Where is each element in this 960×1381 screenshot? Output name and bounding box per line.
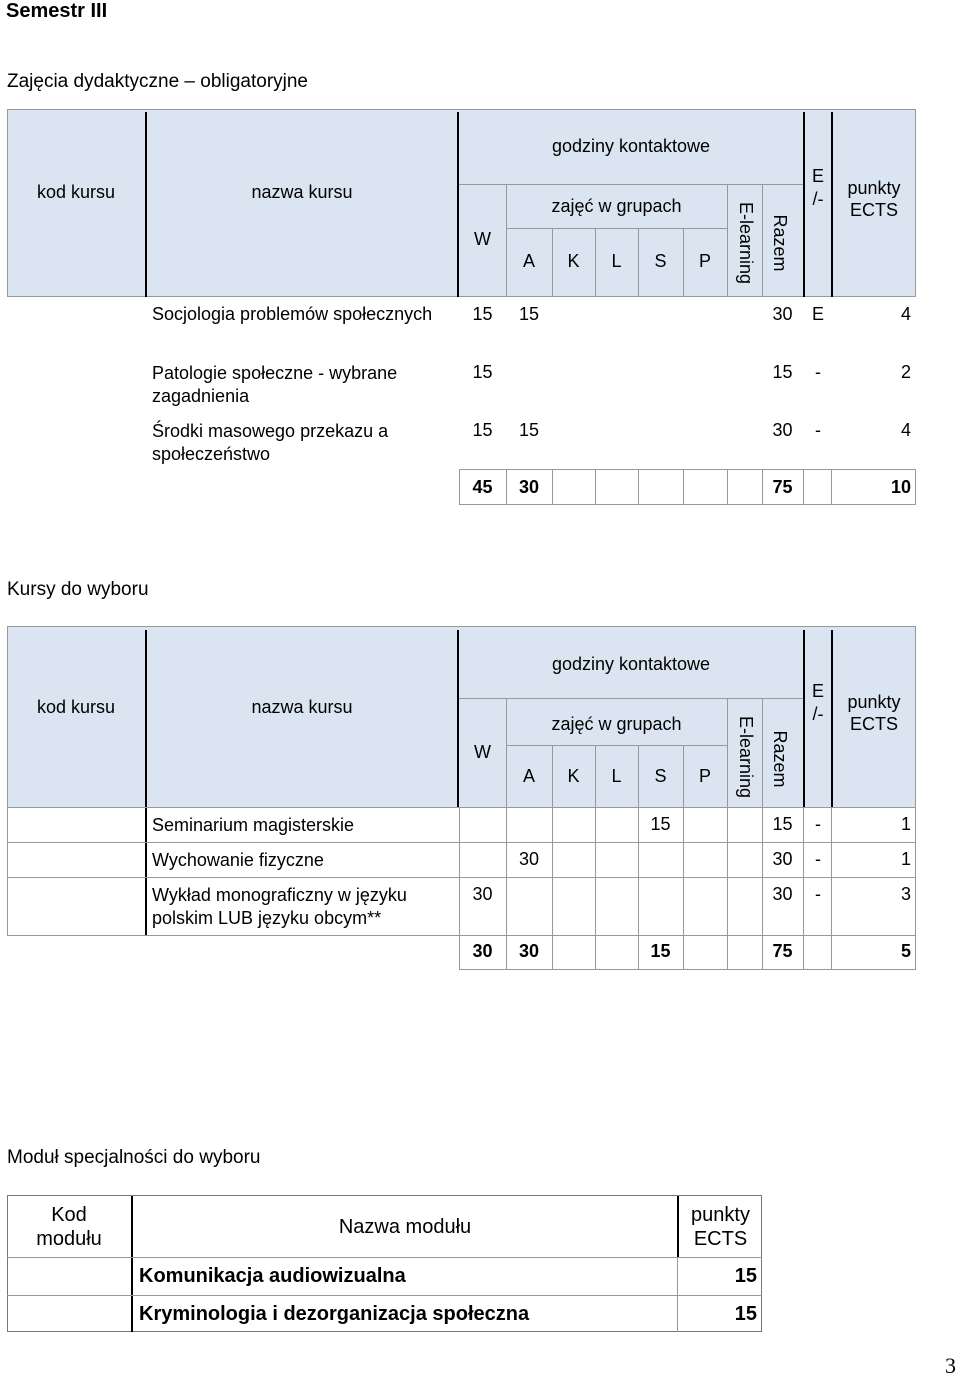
cell-e: E (811, 304, 824, 324)
header-a: A (522, 251, 535, 271)
cell-w: 30 (472, 884, 493, 904)
total-a: 30 (518, 477, 540, 497)
module-ects: 15 (734, 1303, 757, 1325)
header-e: E (811, 681, 824, 701)
cell-e: - (815, 849, 821, 869)
header-k: K (567, 251, 580, 271)
header-nazwa-kursu: nazwa kursu (251, 697, 353, 717)
header-godziny-kontaktowe: godziny kontaktowe (551, 654, 711, 674)
header-godziny-kontaktowe: godziny kontaktowe (551, 136, 711, 156)
section-specialty-title: Moduł specjalności do wyboru (7, 1147, 261, 1168)
header-razem: Razem (770, 214, 790, 272)
header-w: W (474, 742, 491, 762)
module-name: Komunikacja audiowizualna (139, 1265, 406, 1287)
cell-e: - (815, 420, 821, 440)
course-name: Socjologia problemów społecznych (152, 304, 433, 324)
header-l: L (611, 251, 622, 271)
header-p: P (698, 766, 711, 786)
semester-title: Semestr III (6, 0, 108, 22)
module-name: Kryminologia i dezorganizacja społeczna (139, 1303, 530, 1325)
cell-razem: 30 (772, 420, 793, 440)
cell-w: 15 (472, 420, 493, 440)
header-modulu: modułu (36, 1228, 102, 1250)
cell-ects: 1 (900, 849, 911, 869)
total-ects: 10 (890, 477, 911, 497)
cell-razem: 30 (772, 849, 793, 869)
course-name: Środki masowego przekazu a społeczeństwo (152, 421, 389, 464)
header-l: L (611, 766, 622, 786)
page-number: 3 (945, 1353, 956, 1378)
course-name: Wykład monograficzny w języku polskim LUB języku obcym** (152, 885, 407, 928)
cell-razem: 30 (772, 304, 793, 324)
cell-e: - (815, 884, 821, 904)
header-zajec-w-grupach: zajęć w grupach (551, 196, 682, 216)
header-kod-kursu: kod kursu (36, 697, 116, 717)
header-e: E (811, 166, 824, 186)
cell-w: 15 (472, 362, 493, 382)
header-w: W (474, 229, 491, 249)
header-razem: Razem (770, 730, 790, 788)
header-e-slash: /- (812, 704, 824, 724)
header-kod-kursu: kod kursu (36, 182, 116, 202)
cell-razem: 15 (772, 814, 793, 834)
cell-a: 30 (518, 849, 540, 869)
total-razem: 75 (772, 477, 793, 497)
course-name: Wychowanie fizyczne (152, 850, 324, 870)
total-ects: 5 (900, 941, 911, 961)
header-nazwa-kursu: nazwa kursu (251, 182, 353, 202)
header-k: K (567, 766, 580, 786)
section-obligatory-title: Zajęcia dydaktyczne – obligatoryjne (7, 71, 309, 92)
total-razem: 75 (772, 941, 793, 961)
course-name: Seminarium magisterskie (152, 815, 355, 835)
header-punkty: punkty (847, 178, 901, 198)
header-p: P (698, 251, 711, 271)
total-w: 30 (472, 941, 493, 961)
header-a: A (522, 766, 535, 786)
total-s: 15 (650, 941, 671, 961)
header-ects: ECTS (849, 714, 898, 734)
header-ects: ECTS (849, 200, 898, 220)
cell-ects: 4 (900, 304, 911, 324)
cell-w: 15 (472, 304, 493, 324)
module-ects: 15 (734, 1265, 757, 1287)
cell-ects: 4 (900, 420, 911, 440)
header-nazwa-modulu: Nazwa modułu (338, 1216, 472, 1238)
cell-e: - (815, 362, 821, 382)
total-a: 30 (518, 941, 540, 961)
header-punkty: punkty (847, 692, 901, 712)
cell-e: - (815, 814, 821, 834)
cell-razem: 30 (772, 884, 793, 904)
total-w: 45 (472, 477, 493, 497)
header-punkty: punkty (691, 1204, 750, 1226)
cell-a: 15 (518, 420, 540, 440)
cell-ects: 1 (900, 814, 911, 834)
cell-a: 15 (518, 304, 540, 324)
cell-razem: 15 (772, 362, 793, 382)
section-elective-title: Kursy do wyboru (7, 579, 149, 600)
header-ects: ECTS (693, 1228, 748, 1250)
header-e-slash: /- (812, 189, 824, 209)
header-kod: Kod (51, 1204, 87, 1226)
cell-s: 15 (650, 814, 671, 834)
course-name: Patologie społeczne - wybrane zagadnienia (152, 363, 398, 406)
header-s: S (654, 766, 667, 786)
cell-ects: 3 (900, 884, 911, 904)
header-zajec-w-grupach: zajęć w grupach (551, 714, 682, 734)
header-s: S (654, 251, 667, 271)
header-elearning: E-learning (736, 715, 756, 799)
cell-ects: 2 (900, 362, 911, 382)
header-elearning: E-learning (736, 201, 756, 285)
